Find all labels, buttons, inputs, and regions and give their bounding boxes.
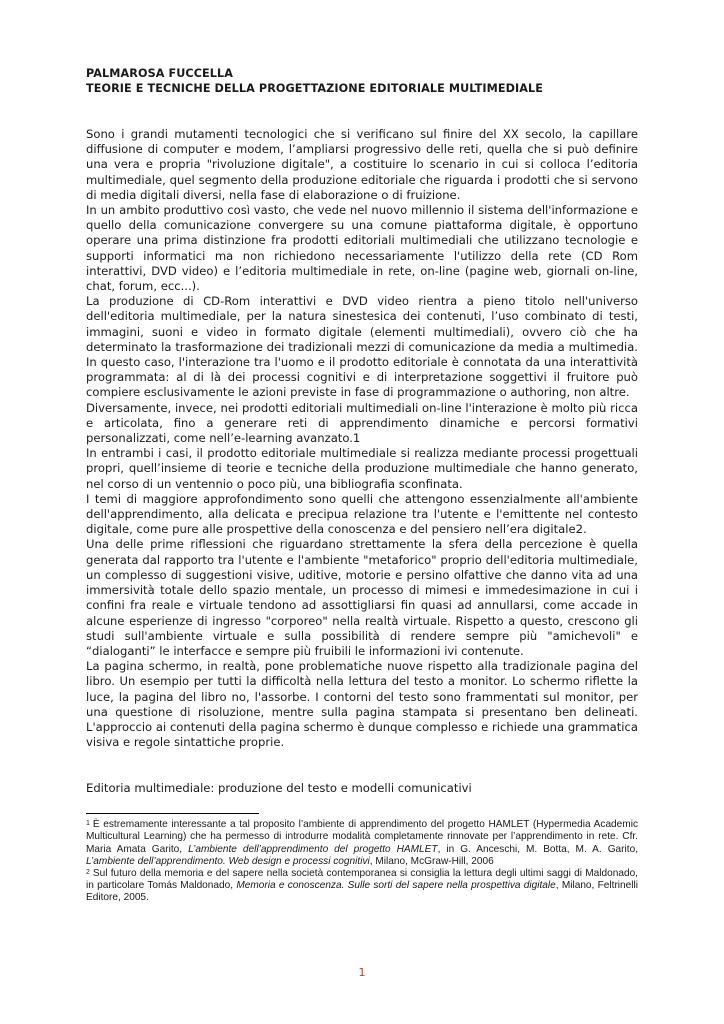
footnote-mark: 1 [86,820,90,828]
footnote-mark: 2 [86,868,90,876]
footnotes [86,819,638,904]
footnote-separator [86,813,259,814]
paragraph: Diversamente, invece, nei prodotti editoriali multimediali on-line l'interazione è molto più ricca e articolata, fino a generare reti di apprendimento dinamiche e percorsi formativi personalizzati, come nell’e-learning avanzato.1 [86,400,638,446]
footnote-citation-title: Memoria e conoscenza. Sulle sorti del sapere nella prospettiva digitale [236,879,556,891]
footnote-text: , Milano, Feltrinelli Editore, 2005. [86,879,638,903]
paragraph: La pagina schermo, in realtà, pone problematiche nuove rispetto alla tradizionale pagina del libro. Un esempio per tutti la difficoltà nella lettura del testo a monitor. Lo schermo riflette la luce, la pagina del libro no, l'assorbe. I contorni del testo sono frammentati sul monitor, per una questione di risoluzione, mentre sulla pagina stampata si presentano ben delineati. L'approccio ai contenuti della pagina schermo è dunque complesso e richiede una grammatica visiva e regole sintattiche proprie. [86,659,638,750]
footnote-citation-title: L’ambiente dell’apprendimento del progetto HAMLET [188,843,438,855]
paragraph: In entrambi i casi, il prodotto editoriale multimediale si realizza mediante processi progettuali propri, quell’insieme di teorie e tecniche della produzione multimediale che hanno generato, nel corso di un ventennio o poco più, una bibliografia sconfinata. [86,446,638,491]
footnote-citation-title: L’ambiente dell’apprendimento. Web design e processi cognitivi [86,855,370,867]
page-number: 1 [358,966,366,979]
footnote-text: , in G. Anceschi, M. Botta, M. A. Garito, [437,843,638,855]
document-header [86,66,638,96]
paragraph: Una delle prime riflessioni che riguardano strettamente la sfera della percezione è quella generata dal rapporto tra l'utente e l'ambiente "metaforico" proprio dell'editoria multimediale, un complesso di suggestioni visive, uditive, motorie e persino olfattive che danno vita ad una immersività totale dello spazio mentale, un processo di mimesi e immedesimazione in cui i confini fra reale e virtuale tendono ad assottigliarsi fin quasi ad annullarsi, come accade in alcune esperienze di ingresso "corporeo" nella realtà virtuale. Rispetto a questo, crescono gli studi sull'ambiente virtuale e sulla possibilità di rendere sempre più "amichevoli" e “dialoganti” le interfacce e sempre più fruibili le informazioni ivi contenute. [86,537,638,658]
document-title: TEORIE E TECNICHE DELLA PROGETTAZIONE EDITORIALE MULTIMEDIALE [86,82,544,95]
author-name: PALMAROSA FUCCELLA [86,67,233,80]
paragraph: Sono i grandi mutamenti tecnologici che si verificano sul finire del XX secolo, la capillare diffusione di computer e modem, l’ampliarsi progressivo delle reti, quella che si può definire una vera e propria "rivoluzione digitale", a costituire lo scenario in cui si colloca l’editoria multimediale, quel segmento della produzione editoriale che riguarda i prodotti che si servono di media digitali diversi, nella fase di elaborazione o di fruizione. [86,127,638,202]
paragraph: In un ambito produttivo così vasto, che vede nel nuovo millennio il sistema dell'informazione e quello della comunicazione convergere su una comune piattaforma digitale, è opportuno operare una prima distinzione fra prodotti editoriali multimediali che utilizzano tecnologie e supporti informatici ma non richiedono necessariamente l'utilizzo della rete (CD Rom interattivi, DVD video) e l’editoria multimediale in rete, on-line (pagine web, giornali on-line, chat, forum, ecc...). [86,203,638,294]
document-page [86,66,638,904]
footnote-text: Sul futuro della memoria e del sapere nella società contemporanea si consiglia la lettura degli ultimi saggi di Maldonado, in particolare Tomás Maldonado, [86,867,638,891]
paragraph: I temi di maggiore approfondimento sono quelli che attengono essenzialmente all'ambiente dell'apprendimento, alla delicata e precipua relazione tra l'utente e l'emittente nel contesto digitale, come pure alle prospettive della conoscenza e del pensiero nell’era digitale2. [86,491,638,537]
body-text [86,127,638,750]
section-heading: Editoria multimediale: produzione del testo e modelli comunicativi [86,781,472,796]
footnote [86,868,638,904]
footnote-text: È estremamente interessante a tal proposito l’ambiente di apprendimento del progetto HAMLET (Hypermedia Academic Multicultural Learning) che ha permesso di introdurre modalità completamente rinnovate per l’apprendimento in rete. Cfr. Maria Amata Garito, [86,819,638,855]
footnote-text: , Milano, McGraw-Hill, 2006 [369,855,494,867]
paragraph: La produzione di CD-Rom interattivi e DVD video rientra a pieno titolo nell'universo dell'editoria multimediale, per la natura sinestesica dei contenuti, l’uso combinato di testi, immagini, suoni e video in formato digitale (elementi multimediali), ovvero ciò che ha determinato la trasformazione dei tradizionali mezzi di comunicazione da media a multimedia. In questo caso, l'interazione tra l'uomo e il prodotto editoriale è connotata da una interattività programmata: al di là dei processi cognitivi e di interpretazione soggettivi il fruitore può compiere esclusivamente le azioni previste in fase di programmazione o authoring, non altre. [86,294,638,400]
footnote [86,819,638,867]
